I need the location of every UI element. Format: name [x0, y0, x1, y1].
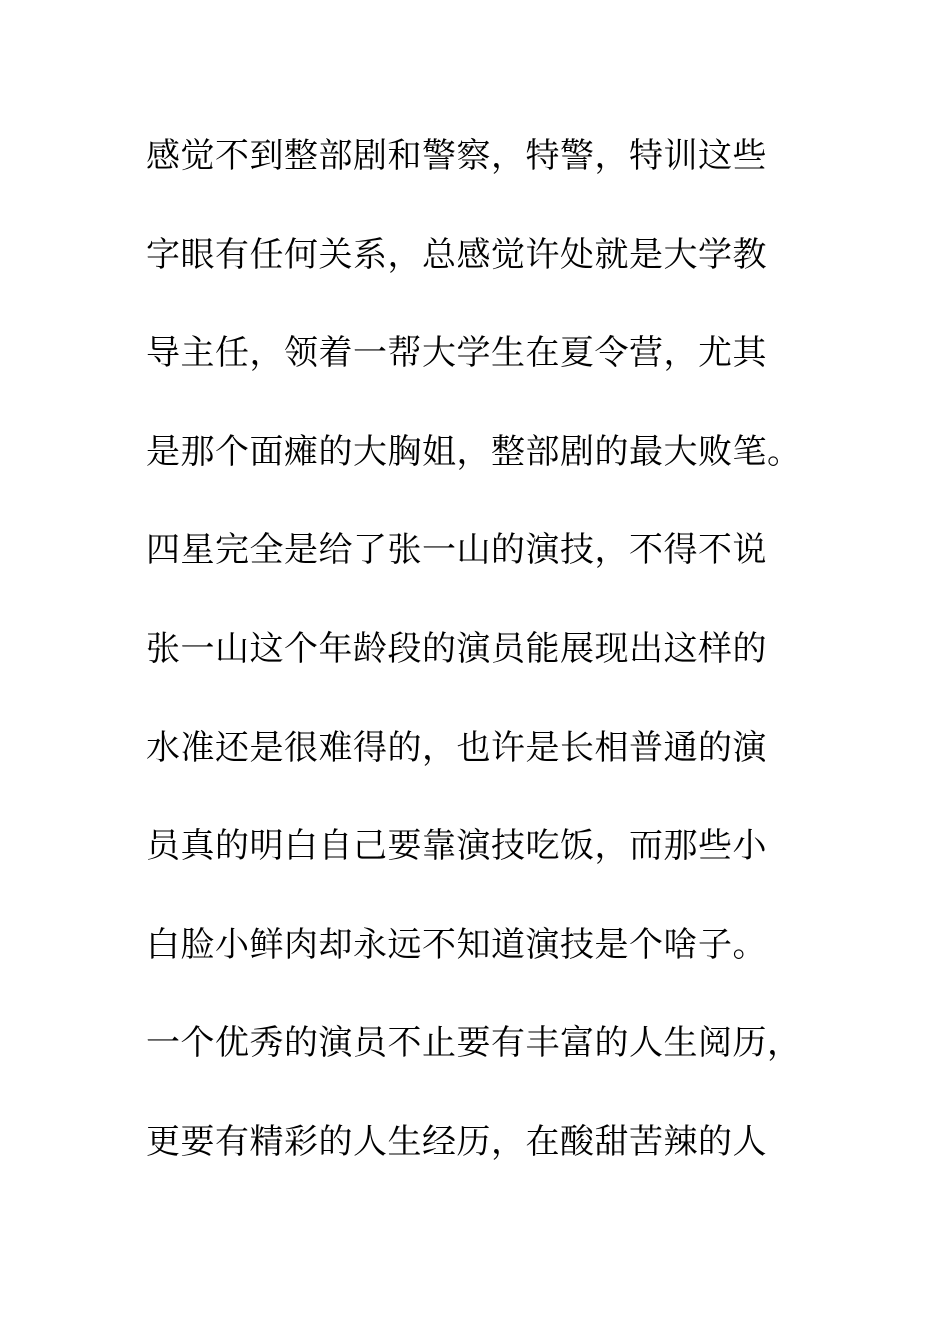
text-line-8: 员真的明白自己要靠演技吃饭，而那些小: [146, 826, 767, 867]
text-line-7: 水准还是很难得的，也许是长相普通的演: [146, 727, 767, 768]
text-line-5: 四星完全是给了张一山的演技，不得不说: [146, 530, 767, 571]
text-line-10: 一个优秀的演员不止要有丰富的人生阅历，: [146, 1023, 802, 1064]
text-line-11: 更要有精彩的人生经历，在酸甜苦辣的人: [146, 1121, 767, 1162]
body-text: [146, 127, 806, 1212]
text-line-6: 张一山这个年龄段的演员能展现出这样的: [146, 628, 767, 669]
text-line-1: 感觉不到整部剧和警察，特警，特训这些: [146, 136, 767, 176]
text-line-2: 字眼有任何关系，总感觉许处就是大学教: [146, 234, 767, 275]
text-line-3: 导主任，领着一帮大学生在夏令营，尤其: [146, 333, 767, 374]
text-line-4: 是那个面瘫的大胸姐，整部剧的最大败笔。: [146, 431, 802, 472]
text-line-9: 白脸小鲜肉却永远不知道演技是个啥子。: [146, 924, 767, 965]
